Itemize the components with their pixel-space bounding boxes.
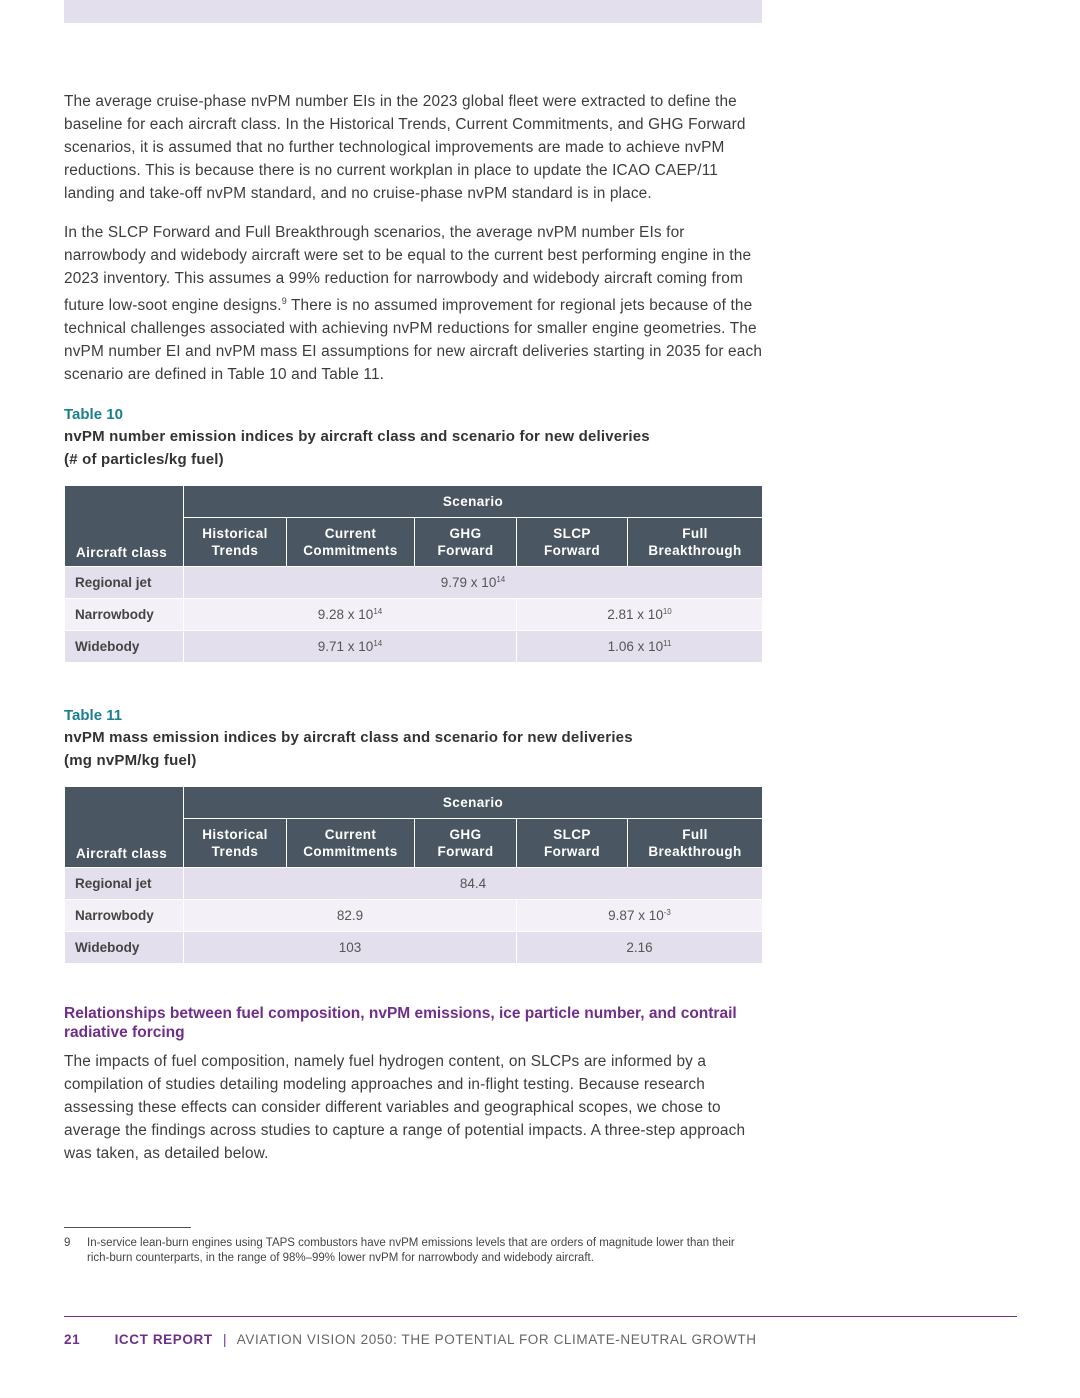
header-aircraft-class: Aircraft class bbox=[65, 787, 184, 868]
row-label: Narrowbody bbox=[65, 599, 184, 631]
table-row bbox=[65, 868, 763, 900]
table-row bbox=[65, 567, 763, 599]
header-scenario: Scenario bbox=[184, 787, 763, 819]
footnote bbox=[64, 1236, 754, 1266]
row-label: Widebody bbox=[65, 932, 184, 964]
header-aircraft-class: Aircraft class bbox=[65, 486, 184, 567]
table-cell: 9.71 x $10^{14}$ bbox=[184, 631, 517, 663]
header-historical-trends: Historical Trends bbox=[184, 819, 287, 868]
section-heading: Relationships between fuel composition, nvPM emissions, ice particle number, and contrail radiative forcing bbox=[64, 1005, 737, 1042]
header-slcp-forward: SLCP Forward bbox=[517, 819, 628, 868]
table-row bbox=[65, 599, 763, 631]
table10-caption bbox=[64, 425, 764, 471]
table11-caption-line1: nvPM mass emission indices by aircraft class and scenario for new deliveries bbox=[64, 729, 633, 747]
table10-caption-line1: nvPM number emission indices by aircraft class and scenario for new deliveries bbox=[64, 428, 650, 446]
table-row bbox=[65, 932, 763, 964]
table10 bbox=[64, 485, 763, 663]
table-cell: 82.9 bbox=[184, 900, 517, 932]
page-footer bbox=[64, 1332, 757, 1347]
table-row bbox=[65, 631, 763, 663]
table11-caption-line2: (mg nvPM/kg fuel) bbox=[64, 752, 197, 770]
row-label: Narrowbody bbox=[65, 900, 184, 932]
table-cell: 2.81 x $10^{10}$ bbox=[517, 599, 763, 631]
scenario-paragraph-part2: There is no assumed improvement for regional jets because of the technical challenges associated with achieving nvPM reductions for smaller engine geometries. The nvPM number EI and nvPM mass EI assumptions for new aircraft deliveries starting in 2035 for each scenario are defined in Table 10 and Table 11. bbox=[64, 297, 763, 384]
table-cell: 2.16 bbox=[517, 932, 763, 964]
intro-paragraph: The average cruise-phase nvPM number EIs in the 2023 global fleet were extracted to define the baseline for each aircraft class. In the Historical Trends, Current Commitments, and GHG Forward scenarios, it is assumed that no further technological improvements are made to achieve nvPM reductions. This is because there is no current workplan in place to update the ICAO CAEP/11 landing and take-off nvPM standard, and no cruise-phase nvPM standard is in place. bbox=[64, 93, 746, 202]
table-cell: 9.87 x $10^{-3}$ bbox=[517, 900, 763, 932]
table-cell: 1.06 x $10^{11}$ bbox=[517, 631, 763, 663]
header-slcp-forward: SLCP Forward bbox=[517, 518, 628, 567]
scenario-paragraph-part1: In the SLCP Forward and Full Breakthrough scenarios, the average nvPM number EIs for narrowbody and widebody aircraft were set to be equal to the current best performing engine in the 2023 inventory. This assumes a 99% reduction for narrowbody and widebody aircraft coming from future low-soot engine designs. bbox=[64, 224, 752, 315]
header-ghg-forward: GHG Forward bbox=[415, 819, 517, 868]
footnote-text: In-service lean-burn engines using TAPS combustors have nvPM emissions levels that are orders of magnitude lower than their rich-burn counterparts, in the range of 98%–99% lower nvPM for narrowbody and widebody aircraft. bbox=[87, 1237, 735, 1264]
page-content bbox=[64, 90, 764, 1181]
table11-caption bbox=[64, 726, 764, 772]
header-current-commitments: Current Commitments bbox=[287, 518, 415, 567]
header-ghg-forward: GHG Forward bbox=[415, 518, 517, 567]
footnote-divider bbox=[64, 1227, 191, 1228]
footer-separator: | bbox=[223, 1332, 228, 1347]
footnote-ref-9[interactable]: 9 bbox=[281, 296, 287, 306]
table11 bbox=[64, 786, 763, 964]
header-full-breakthrough: Full Breakthrough bbox=[628, 518, 763, 567]
table-cell: 9.28 x $10^{14}$ bbox=[184, 599, 517, 631]
header-full-breakthrough: Full Breakthrough bbox=[628, 819, 763, 868]
header-current-commitments: Current Commitments bbox=[287, 819, 415, 868]
table11-label: Table 11 bbox=[64, 707, 123, 725]
header-scenario: Scenario bbox=[184, 486, 763, 518]
report-label: ICCT REPORT bbox=[114, 1332, 213, 1347]
footnote-number: 9 bbox=[64, 1237, 71, 1249]
report-title: AVIATION VISION 2050: THE POTENTIAL FOR CLIMATE-NEUTRAL GROWTH bbox=[236, 1332, 757, 1347]
table-row bbox=[65, 900, 763, 932]
row-label: Regional jet bbox=[65, 868, 184, 900]
row-label: Widebody bbox=[65, 631, 184, 663]
row-label: Regional jet bbox=[65, 567, 184, 599]
footer-divider bbox=[64, 1316, 1017, 1317]
table-cell: 9.79 x $10^{14}$ bbox=[184, 567, 763, 599]
table10-label: Table 10 bbox=[64, 406, 123, 424]
page-number: 21 bbox=[64, 1332, 81, 1347]
header-historical-trends: Historical Trends bbox=[184, 518, 287, 567]
table-cell: 103 bbox=[184, 932, 517, 964]
top-highlight-band bbox=[64, 0, 762, 23]
section-paragraph: The impacts of fuel composition, namely fuel hydrogen content, on SLCPs are informed by a compilation of studies detailing modeling approaches and in-flight testing. Because research assessing these effects can consider different variables and geographical scopes, we chose to average the findings across studies to capture a range of potential impacts. A three-step approach was taken, as detailed below. bbox=[64, 1053, 746, 1163]
table10-caption-line2: (# of particles/kg fuel) bbox=[64, 451, 224, 469]
scenario-paragraph bbox=[64, 221, 764, 386]
table-cell: 84.4 bbox=[184, 868, 763, 900]
